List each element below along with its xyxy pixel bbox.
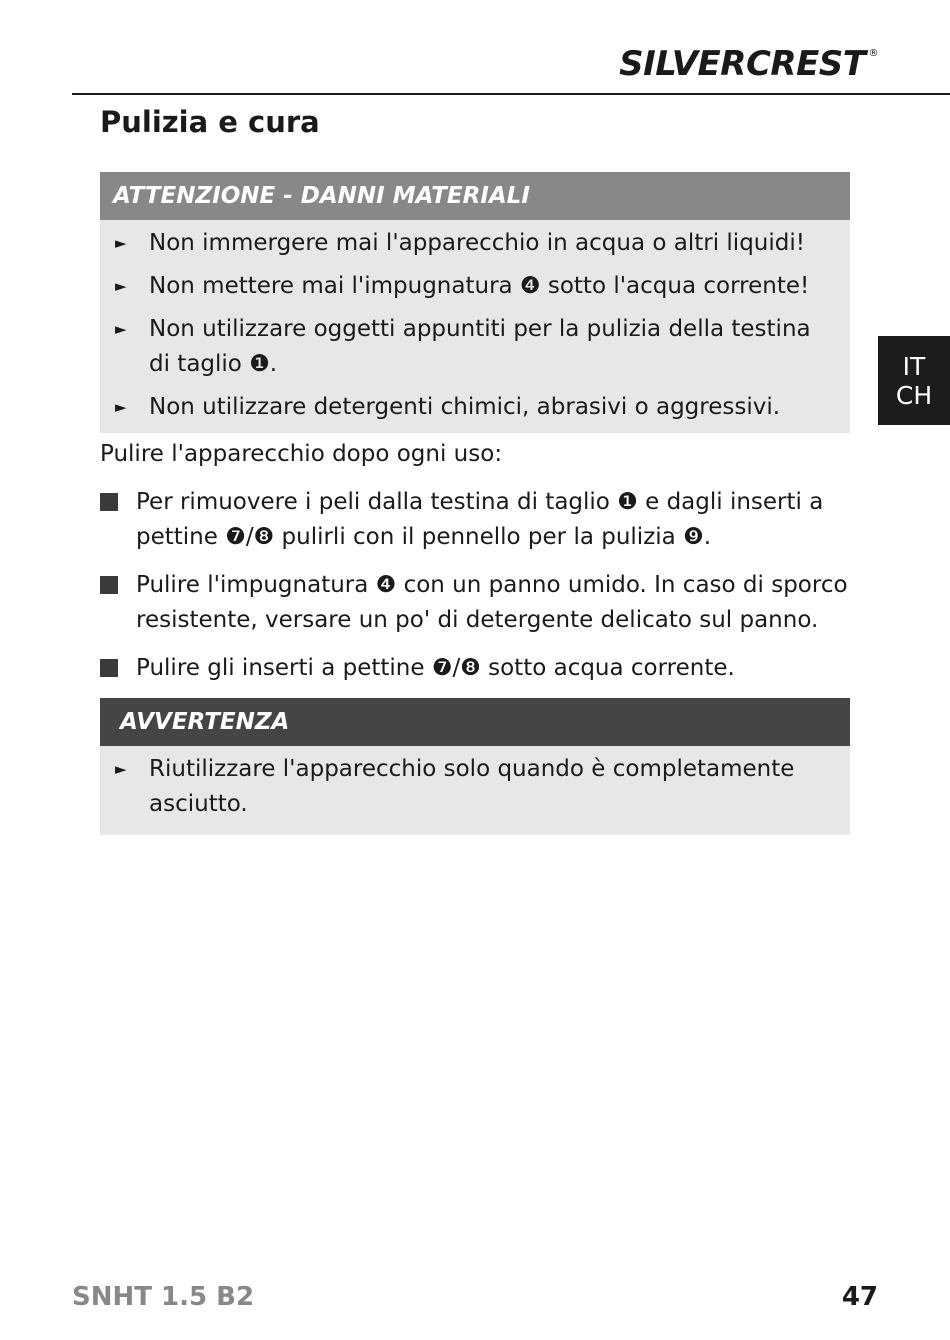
page-title: Pulizia e cura xyxy=(100,105,320,139)
arrow-icon: ► xyxy=(115,760,127,778)
cleaning-step xyxy=(100,651,860,686)
attention-list xyxy=(100,220,850,425)
header-rule xyxy=(72,93,950,95)
warning-box xyxy=(100,698,850,835)
attention-item xyxy=(100,269,850,304)
cleaning-step-text: Pulire gli inserti a pettine ❼/❽ sotto acqua corrente. xyxy=(136,655,735,681)
arrow-icon: ► xyxy=(115,277,127,295)
cleaning-step-text: Pulire l'impugnatura ❹ con un panno umido. In caso di sporco resistente, versare un po' di detergente delicato sul panno. xyxy=(136,572,848,633)
language-tab-line1: IT xyxy=(902,351,926,381)
language-tab-line2: CH xyxy=(895,380,933,410)
square-bullet-icon xyxy=(100,493,118,511)
cleaning-steps xyxy=(100,485,860,699)
attention-item xyxy=(100,312,850,382)
square-bullet-icon xyxy=(100,659,118,677)
page-number: 47 xyxy=(841,1282,878,1312)
warning-item xyxy=(100,752,850,822)
warning-list xyxy=(100,746,850,822)
attention-item-text: Non mettere mai l'impugnatura ❹ sotto l'acqua corrente! xyxy=(149,273,810,299)
cleaning-step-text: Per rimuovere i peli dalla testina di taglio ❶ e dagli inserti a pettine ❼/❽ pulirli con il pennello per la pulizia ❾. xyxy=(136,489,824,550)
attention-item xyxy=(100,390,850,425)
registered-mark: ® xyxy=(868,48,878,59)
arrow-icon: ► xyxy=(115,234,127,252)
square-bullet-icon xyxy=(100,576,118,594)
warning-item-text: Riutilizzare l'apparecchio solo quando è completamente asciutto. xyxy=(149,756,795,817)
attention-item xyxy=(100,226,850,261)
attention-item-text: Non utilizzare oggetti appuntiti per la pulizia della testina di taglio ❶. xyxy=(149,316,811,377)
arrow-icon: ► xyxy=(115,398,127,416)
language-tab xyxy=(878,336,950,425)
attention-item-text: Non utilizzare detergenti chimici, abrasivi o aggressivi. xyxy=(149,394,781,420)
arrow-icon: ► xyxy=(115,320,127,338)
warning-box-title: AVVERTENZA xyxy=(100,698,850,746)
attention-box xyxy=(100,172,850,433)
cleaning-step xyxy=(100,485,860,555)
attention-box-title: ATTENZIONE - DANNI MATERIALI xyxy=(100,172,850,220)
footer-model: SNHT 1.5 B2 xyxy=(72,1282,255,1312)
brand-logo xyxy=(619,44,878,84)
brand-name: SILVERCREST xyxy=(619,44,866,84)
intro-text: Pulire l'apparecchio dopo ogni uso: xyxy=(100,441,503,467)
cleaning-step xyxy=(100,568,860,638)
attention-item-text: Non immergere mai l'apparecchio in acqua o altri liquidi! xyxy=(149,230,805,256)
